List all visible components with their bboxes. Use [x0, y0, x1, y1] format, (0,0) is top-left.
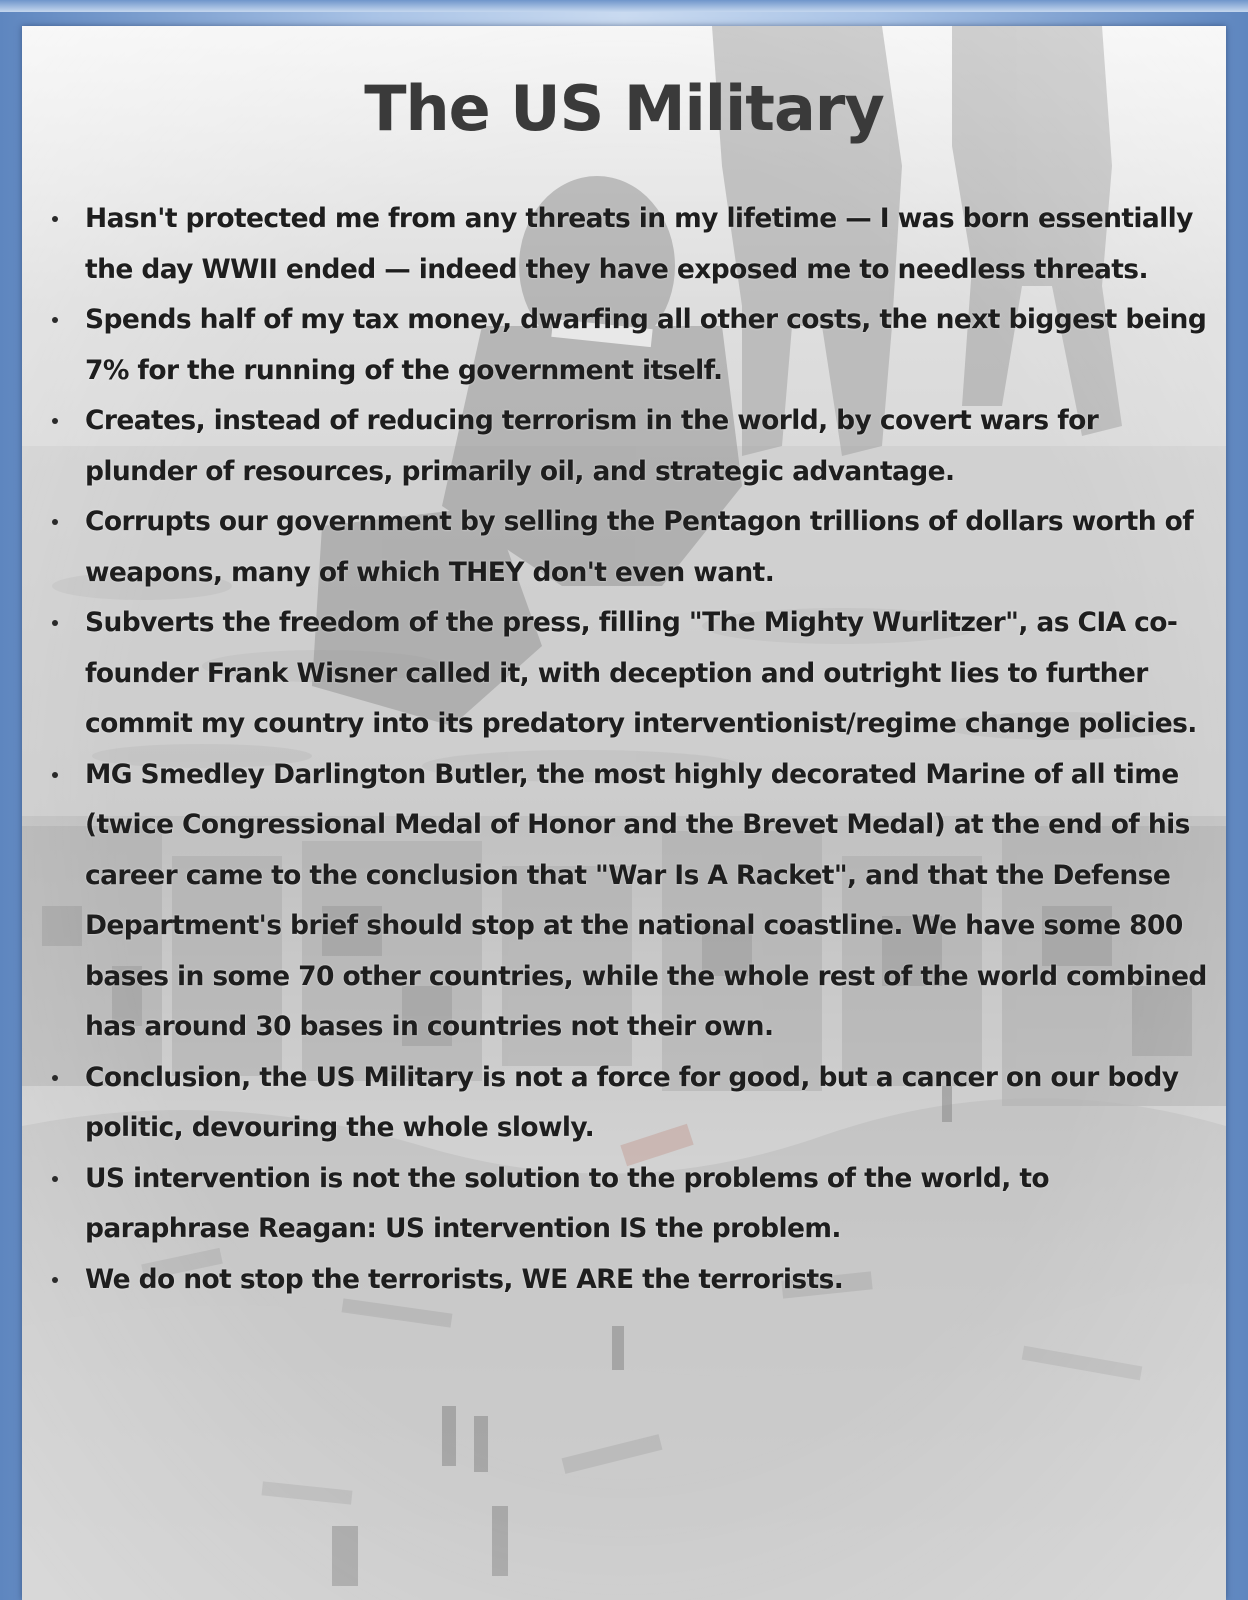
bullet-dot-icon [52, 620, 58, 626]
bullet-item [52, 194, 1212, 295]
bullet-dot-icon [52, 418, 58, 424]
bullet-item [52, 396, 1212, 497]
bullet-dot-icon [52, 772, 58, 778]
window-frame-top [0, 0, 1248, 12]
bullet-item [52, 1154, 1212, 1255]
bullet-text: Creates, instead of reducing terrorism in the world, by covert wars for plunder of resources, primarily oil, and strategic advantage. [85, 405, 1099, 487]
bullet-item [52, 750, 1212, 1053]
bullet-text: Corrupts our government by selling the Pentagon trillions of dollars worth of weapons, many of which THEY don't even want. [85, 506, 1194, 588]
slide-title: The US Military [364, 72, 884, 145]
bullet-item [52, 1053, 1212, 1154]
bullet-text: US intervention is not the solution to the problems of the world, to paraphrase Reagan: US intervention IS the problem. [85, 1162, 1049, 1244]
bullet-list [52, 194, 1212, 1305]
bullet-dot-icon [52, 1176, 58, 1182]
bullet-text: We do not stop the terrorists, WE ARE the terrorists. [85, 1263, 844, 1295]
bullet-dot-icon [52, 216, 58, 222]
bullet-text: Conclusion, the US Military is not a force for good, but a cancer on our body politic, devouring the whole slowly. [85, 1061, 1179, 1143]
bullet-item [52, 1255, 1212, 1306]
bullet-item [52, 295, 1212, 396]
bullet-dot-icon [52, 1277, 58, 1283]
bullet-dot-icon [52, 1075, 58, 1081]
slide [22, 26, 1226, 1600]
bullet-item [52, 598, 1212, 750]
bullet-dot-icon [52, 317, 58, 323]
bullet-item [52, 497, 1212, 598]
bullet-dot-icon [52, 519, 58, 525]
bullet-text: Spends half of my tax money, dwarfing all other costs, the next biggest being 7% for the running of the government itself. [85, 304, 1207, 386]
bullet-text: Hasn't protected me from any threats in my lifetime — I was born essentially the day WWII ended — indeed they have exposed me to needless threats. [85, 203, 1193, 285]
bullet-text: MG Smedley Darlington Butler, the most highly decorated Marine of all time (twice Congressional Medal of Honor and the Brevet Medal) at the end of his career came to the conclusion that "War Is A Racket", and that the Defense Department's brief should stop at the national coastline. We have some 800 bases in some 70 other countries, while the whole rest of the world combined has around 30 bases in countries not their own. [85, 758, 1207, 1042]
bullet-text: Subverts the freedom of the press, filling "The Mighty Wurlitzer", as CIA co-founder Frank Wisner called it, with deception and outright lies to further commit my country into its predatory interventionist/regime change policies. [85, 607, 1197, 739]
